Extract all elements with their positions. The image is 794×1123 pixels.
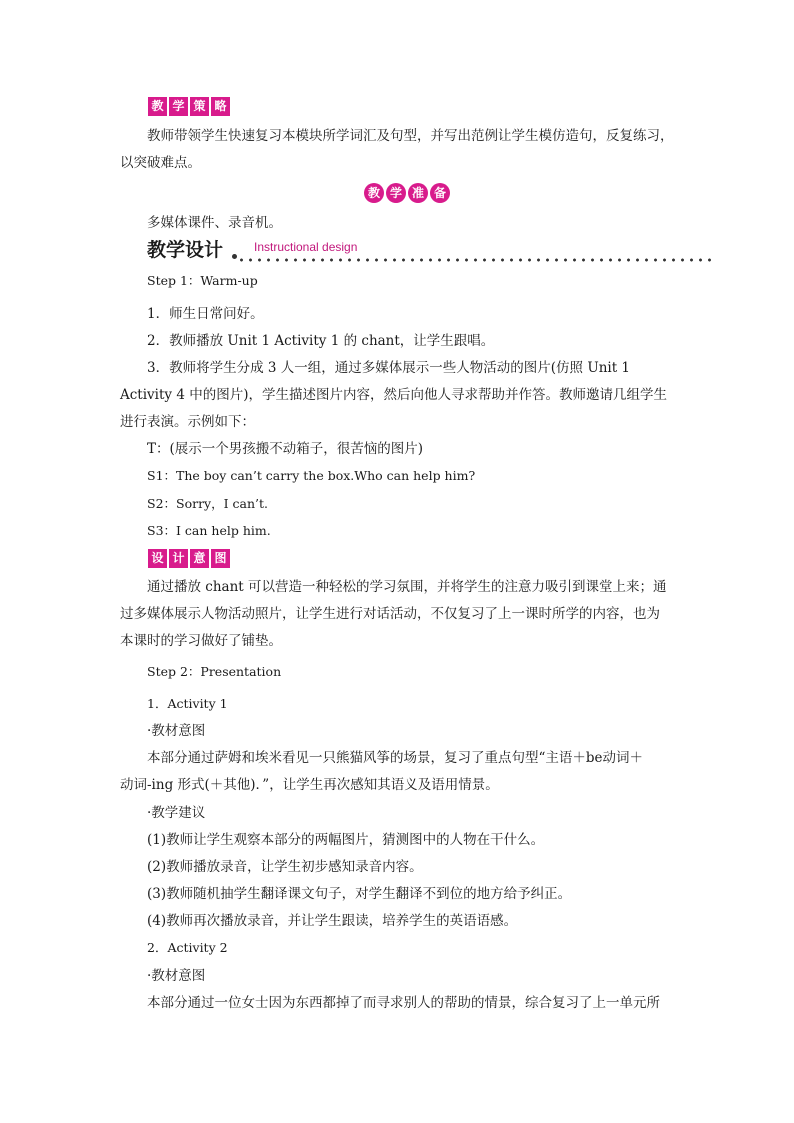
design-heading-en: Instructional design	[254, 240, 358, 254]
prep-tag-char: 教	[364, 183, 384, 203]
intent-text-line: 过多媒体展示人物活动照片，让学生进行对话活动，不仅复习了上一课时所学的内容，也为	[120, 606, 660, 622]
activity2-intent-line: 本部分通过一位女士因为东西都掉了而寻求别人的帮助的情景，综合复习了上一单元所	[147, 995, 660, 1011]
strategy-tag-char: 学	[169, 97, 188, 116]
activity1-advice-line: (1)教师让学生观察本部分的两幅图片，猜测图中的人物在干什么。	[147, 832, 545, 848]
intent-tag-char: 意	[190, 549, 209, 568]
intent-text-line: 通过播放 chant 可以营造一种轻松的学习氛围，并将学生的注意力吸引到课堂上来；通	[147, 579, 667, 595]
design-heading: 教学设计	[147, 239, 224, 261]
prep-tag-char: 准	[408, 183, 428, 203]
strategy-text-line: 教师带领学生快速复习本模块所学词汇及句型，并写出范例让学生模仿造句，反复练习，	[147, 128, 674, 144]
intent-tag-char: 图	[211, 549, 230, 568]
activity1-advice-line: (2)教师播放录音，让学生初步感知录音内容。	[147, 859, 423, 875]
step1-line: 3．教师将学生分成 3 人一组，通过多媒体展示一些人物活动的图片(仿照 Unit 1	[147, 360, 631, 376]
strategy-tag-char: 略	[211, 97, 230, 116]
step1-title: Step 1：Warm-up	[147, 273, 258, 288]
step1-line: S3：I can help him.	[147, 523, 271, 538]
activity1-title: 1．Activity 1	[147, 696, 228, 711]
step1-line: T：(展示一个男孩搬不动箱子，很苦恼的图片)	[147, 441, 424, 457]
step2-title: Step 2：Presentation	[147, 664, 282, 679]
strategy-tag-char: 策	[190, 97, 209, 116]
activity1-advice-line: (4)教师再次播放录音，并让学生跟读，培养学生的英语语感。	[147, 913, 518, 929]
prep-tag-char: 备	[430, 183, 450, 203]
activity2-title: 2．Activity 2	[147, 940, 228, 955]
activity1-intent-label: ·教材意图	[147, 723, 206, 739]
activity2-intent-label: ·教材意图	[147, 968, 206, 984]
intent-tag-char: 设	[148, 549, 167, 568]
intent-text-line: 本课时的学习做好了铺垫。	[120, 633, 282, 649]
step1-line: S1：The boy can’t carry the box.Who can help him?	[147, 468, 476, 483]
step1-line: 2．教师播放 Unit 1 Activity 1 的 chant，让学生跟唱。	[147, 333, 495, 349]
intent-tag-char: 计	[169, 549, 188, 568]
step1-line: S2：Sorry，I can’t.	[147, 496, 269, 511]
step1-line: Activity 4 中的图片)，学生描述图片内容，然后向他人寻求帮助并作答。教师邀请几组学生	[120, 387, 667, 403]
step1-line: 进行表演。示例如下：	[120, 414, 255, 430]
step1-line: 1．师生日常问好。	[147, 306, 264, 322]
activity1-intent-line: 动词-ing 形式(＋其他)．”，让学生再次感知其语义及语用情景。	[120, 777, 499, 793]
prep-tag-char: 学	[386, 183, 406, 203]
prep-tag	[364, 183, 450, 203]
intent-tag	[148, 549, 230, 568]
activity1-advice-line: (3)教师随机抽学生翻译课文句子，对学生翻译不到位的地方给予纠正。	[147, 886, 572, 902]
strategy-tag-char: 教	[148, 97, 167, 116]
prep-text: 多媒体课件、录音机。	[147, 215, 282, 231]
strategy-tag	[148, 97, 230, 116]
activity1-intent-line: 本部分通过萨姆和埃米看见一只熊猫风筝的场景，复习了重点句型“主语＋be动词＋	[147, 750, 644, 766]
strategy-text-line: 以突破难点。	[120, 155, 201, 171]
dotted-rule	[237, 258, 712, 262]
activity1-advice-label: ·教学建议	[147, 805, 206, 821]
